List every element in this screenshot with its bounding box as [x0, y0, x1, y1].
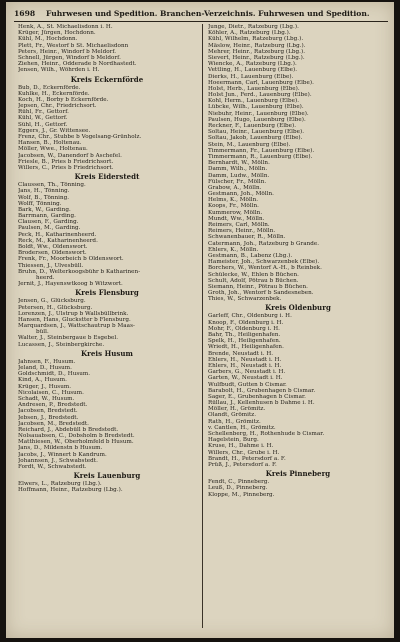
directory-entry: Timmermann, Fr., Lauenburg (Elbe). [208, 147, 315, 154]
directory-entry: Marquardsen, J., Wattschautrup b Maas- [18, 323, 135, 330]
directory-page [6, 2, 394, 638]
directory-entry: Bruhn, D., Welterkoogsbühr b Katharinen- [18, 268, 141, 275]
directory-entry: Reck, M., Katharinenheerd. [18, 237, 98, 244]
directory-entry: Niebuhr, Heinr., Lauenburg (Elbe). [208, 110, 309, 117]
directory-entry: Willers, C., Pries b Friedrichsort. [18, 164, 114, 171]
directory-entry: Kohl, Herm., Lauenburg (Elbe). [208, 98, 300, 105]
directory-entry: Schult, Adolf, Pötrau b Büchen. [208, 277, 299, 284]
directory-entry: Junge, Dietr., Ratzeburg (Lbg.). [208, 24, 299, 30]
directory-entry: Petersen, H., Glücksburg. [18, 304, 93, 311]
right-column [208, 24, 388, 632]
directory-entry: Wolf, B., Tönning. [18, 194, 70, 201]
directory-entry: Kummerow, Mölln. [208, 209, 263, 216]
directory-entry: Mäslow, Heinr., Ratzeburg (Lbg.). [208, 42, 306, 49]
directory-entry: Reichard, J., Abdebüll b Bredstedt. [18, 426, 119, 433]
directory-entry: Paulsen, M., Garding. [18, 225, 81, 232]
directory-entry: Schwanenbauer, R., Mölln. [208, 234, 286, 241]
directory-entry: Bub, D., Eckernförde. [18, 84, 81, 91]
directory-entry: Wiencke, A., Ratzeburg (Lbg.). [208, 61, 297, 68]
directory-entry: Willers, Chr., Grube i. H. [208, 449, 280, 456]
left-column [18, 24, 196, 632]
directory-entry: Möller, Wwe., Holtenau. [18, 146, 88, 153]
directory-entry: Nolsauabsen, C., Dobsholm b Bredstedt. [18, 433, 135, 440]
directory-entry: Reimers, Carl, Mölln. [208, 222, 270, 228]
section-heading: Kreis Oldenburg [265, 303, 331, 313]
directory-entry: Krüger, Jürgen, Hochdonn. [18, 30, 96, 37]
directory-entry: Vettling, H., Lauenburg (Elbe). [208, 67, 298, 74]
directory-entry: Kühl, M., Hochdonn. [18, 36, 78, 43]
directory-entry: Bark, W., Garding. [18, 206, 71, 213]
directory-entry: Sager, E., Grubenhagen b Cismar. [208, 393, 306, 400]
directory-entry: Wriedt, H., Heiligenhafen. [208, 344, 284, 351]
directory-entry: Frenk, Fr., Moorbeich b Oldenswort. [18, 256, 124, 263]
directory-entry: Gestmann, B., Labenz (Lbg.). [208, 252, 293, 259]
directory-entry: Jacobsen, W., Danendorf b Aschefel. [18, 152, 122, 159]
directory-entry: Bernhardt, W., Mölln. [208, 160, 270, 167]
directory-entry: Knoop, F., Oldenburg i. H. [208, 319, 284, 326]
header-rule [14, 21, 388, 22]
directory-entry: Schnell, Jürgen, Windorf b Meldorf. [18, 54, 121, 61]
directory-entry: Paulsen, Hugo, Lauenburg (Elbe). [208, 116, 306, 123]
directory-entry: Kühl, W., Gettorf. [18, 115, 68, 122]
directory-entry: Brodersen, Oldenswort. [18, 250, 87, 257]
directory-entry: Fülscher, Fr., Mölln. [208, 178, 267, 185]
directory-entry: Jeland, D., Husum. [18, 365, 72, 371]
directory-entry: Hansen, Hans, Gluckstter b Flensburg. [18, 316, 131, 323]
directory-entry: Hoeermann, Carl, Lauenburg (Elbe). [208, 79, 314, 86]
directory-entry: Boldt, Ww., Oldenswort. [18, 244, 88, 250]
directory-entry: Wulfbudt, Gutten b Cismar. [208, 381, 287, 388]
directory-entry: Garleff, Chr., Oldenburg i. H. [208, 313, 292, 320]
directory-entry: Johannsen, J., Schwabstedt. [18, 457, 98, 464]
directory-entry: Jensen, Wilh., Wöhrden i. H. [18, 67, 100, 74]
directory-entry: Grabow, A., Mölln. [208, 184, 262, 191]
directory-entry: Koops, Fr., Mölln. [208, 203, 259, 210]
directory-entry: Bahr, Th., Heiligenhafen. [208, 332, 281, 338]
directory-entry: Sühl, H., Gettorf. [18, 121, 68, 128]
directory-entry: Leuß, D., Pinneberg. [208, 485, 268, 492]
directory-entry: Hameister, Joh., Schwarzenbek (Elbe). [208, 259, 320, 266]
page-title: Fuhrwesen und Spedition. Branchen-Verzeichnis. Fuhrwesen und Spedition. [46, 9, 370, 18]
directory-entry: Mehrer, Heinr., Ratzeburg (Lbg.). [208, 48, 306, 55]
directory-entry: Jacobs, J., Winnert b Kandrum. [18, 451, 107, 458]
directory-entry: Fendt, C., Pinneberg. [208, 479, 270, 486]
directory-entry: Nicolaisen, C., Husum. [18, 389, 84, 396]
directory-entry: Plett, Fr., Westorf b St. Michaelisdonn [18, 42, 129, 49]
directory-entry: Thies, W., Schwarzenbek. [208, 296, 282, 303]
page-number: 1698 [14, 9, 36, 18]
directory-entry: Lorenzen, J., Ulstrup b Wallsbüllbrink. [18, 310, 129, 317]
directory-entry: Jebsen, J., Bredstedt. [18, 414, 79, 421]
directory-entry: Olandt, Grömitz. [208, 412, 257, 419]
directory-entry: Schülecke, W., Ehlen b Büchen. [208, 271, 299, 278]
directory-entry: Frenz, Chr., Stubbe b Vogelsang-Grünholz. [18, 134, 142, 140]
directory-entry: Friesle, B., Pries b Friedrichsort. [18, 158, 114, 165]
directory-entry: Goldschmidt, D., Husum. [18, 371, 91, 378]
directory-entry: Mundt, Ww., Mölln. [208, 215, 265, 222]
directory-entry: Ziehen, Heinr., Odderade b Nordhastedt. [18, 61, 137, 68]
directory-entry: Prüß, J., Petersdorf a. F. [208, 461, 277, 468]
directory-entry: Peck, H., Katharinenheerd. [18, 231, 97, 238]
directory-entry: Hagelstein, Burg. [208, 437, 259, 444]
directory-entry: Elwers, L., Ratzeburg (Lbg.). [18, 481, 102, 488]
section-heading: Kreis Lauenburg [73, 471, 141, 481]
directory-entry: Groth, Joh., Wentorf b Sandesneben. [208, 290, 314, 297]
directory-entry: Kloppe, M., Pinneberg. [208, 491, 275, 498]
directory-entry: Brende, Neustadt i. H. [208, 350, 274, 357]
directory-entry: Kuhlke, H., Eckernförde. [18, 90, 90, 97]
page-header [14, 9, 388, 21]
directory-entry: Mohr, F., Oldenburg i. H. [208, 325, 280, 332]
directory-entry: Garten, W., Neustadt i. H. [208, 375, 283, 382]
directory-entry: Ehlers, H., Neustadt i. H. [208, 362, 282, 369]
directory-entry: Clausen, F., Garding. [18, 219, 79, 226]
directory-entry: Henk, A., St. Michaelisdonn i. H. [18, 24, 113, 30]
directory-entry-continuation: heerd. [36, 274, 55, 281]
directory-entry: Barrmann, Garding. [18, 213, 76, 220]
section-heading: Kreis Eiderstedt [74, 172, 140, 182]
section-heading: Kreis Pinneberg [265, 469, 331, 479]
directory-entry: Hansen, B., Holtenau. [18, 140, 82, 147]
directory-entry: v. Cantlen, H., Grömitz. [208, 424, 276, 431]
directory-entry: Jans, H., Tönning. [18, 188, 70, 195]
directory-entry: Damm, Wilh., Mölln. [208, 166, 268, 173]
directory-entry: Timmermann, R., Lauenburg (Elbe). [208, 153, 313, 160]
directory-entry: Reckner, F., Lauenburg (Elbe). [208, 123, 297, 129]
directory-entry: Barabolt, H., Grubenhagen b Cismar. [208, 387, 316, 394]
directory-entry: Kruse, H., Dahme i. H. [208, 443, 274, 450]
directory-entry: Schellenberg, H., Rothenhude b Cismar. [208, 431, 325, 437]
directory-entry: Jahnsen, F., Husum. [18, 358, 76, 365]
directory-entry: Gestmann, Joh., Mölln. [208, 191, 274, 198]
directory-entry: Koch, H., Borby b Eckernförde. [18, 96, 109, 103]
directory-entry: Jans, D., Mildenstn b Husum. [18, 445, 103, 452]
directory-entry: Brandt, H., Petersdorf a. F. [208, 455, 286, 462]
directory-entry: Ehlers, H., Neustadt i. H. [208, 356, 282, 363]
directory-entry: Ehlers, K., Mölln. [208, 246, 259, 253]
section-heading: Kreis Eckernförde [70, 74, 144, 84]
directory-entry: Krüger, J., Husum. [18, 383, 72, 390]
directory-entry: Matthiesen, W., Oberholmfeld b Husum. [18, 439, 134, 446]
directory-entry: Schadt, W., Husum. [18, 395, 75, 402]
directory-entry: Wolff, Tönning. [18, 200, 62, 207]
directory-entry: Lucassen, J., Steinbergkirche. [18, 341, 105, 348]
directory-entry: Andresen, P., Bredstedt. [18, 402, 88, 409]
directory-entry: Hoffmann, Heinr., Ratzeburg (Lbg.). [18, 487, 123, 494]
directory-entry: Jensen, G., Glücksburg. [18, 298, 86, 305]
directory-entry: Damm, Ludw., Mölln. [208, 172, 270, 179]
directory-entry: Peters, Heinr., Windorf b Meldorf. [18, 48, 117, 55]
directory-entry: Reimers, Heinr., Mölln. [208, 228, 276, 235]
directory-entry: Walter, J., Steinbergaue b Esgebel. [18, 335, 119, 342]
directory-entry: Möller, H., Grömitz. [208, 406, 266, 413]
directory-entry: Soltau, Heinr., Lauenburg (Elbe). [208, 129, 305, 136]
directory-entry: Holst Jun., Ferd., Lauenburg (Elbe). [208, 92, 312, 99]
directory-entry: Rühl, Fr., Gettorf. [18, 109, 69, 116]
section-heading: Kreis Flensburg [75, 288, 139, 298]
directory-entry: Dierks, H., Lauenburg (Elbe). [208, 73, 294, 80]
directory-entry: Helms, K., Mölln. [208, 197, 259, 204]
directory-entry: Kühl, Wilhelm, Ratzeburg (Lbg.). [208, 36, 304, 43]
directory-entry: Kind, A., Husum. [18, 377, 67, 384]
directory-entry: Stein, M., Lauenburg (Elbe). [208, 141, 291, 148]
directory-entry: Lübcke, Wilh., Lauenburg (Elbe). [208, 104, 304, 111]
directory-entry: Claussen, Th., Tönning. [18, 182, 86, 189]
directory-entry: Eggers, J., Gr. Wittensee. [18, 127, 91, 134]
directory-entry: Holst, Herb., Lauenburg (Elbe). [208, 85, 300, 92]
directory-entry: Sievert, Heinr., Ratzeburg (Lbg.). [208, 54, 305, 61]
directory-entry: Borchers, W., Wentorf A.-H., b Reinbek. [208, 265, 322, 272]
directory-entry: Catermann, Joh., Ratzeburg b Grande. [208, 240, 320, 247]
directory-entry: Rüllau, J., Kellenhusen b Dahme i. H. [208, 400, 315, 407]
directory-entry: Köhler, A., Ratzeburg (Lbg.). [208, 30, 291, 37]
directory-entry: Jepsen, Chr., Friedrichsort. [18, 103, 97, 110]
directory-entry: Thiessen, J., Ulvesbüll. [18, 262, 84, 269]
directory-entry: Rath, H., Grömitz. [208, 418, 261, 425]
directory-entry: Jacobsen, M., Bredstedt. [18, 420, 89, 427]
directory-entry: Soltau, Jakob, Lauenburg (Elbe). [208, 135, 303, 142]
directory-entry: Garbers, G., Neustadt i. H. [208, 369, 286, 376]
directory-entry-continuation: büll. [36, 329, 49, 336]
directory-entry: Spelk, H., Heiligenhafen. [208, 338, 281, 345]
section-heading: Kreis Husum [81, 348, 133, 358]
directory-entry: Jacobsen, Bredstedt. [18, 408, 78, 415]
directory-entry: Jernit, J., Hayenswtkoog b Witzwort. [18, 281, 123, 288]
directory-entry: Siemann, Heinr., Pötrau b Büchen. [208, 283, 308, 290]
directory-entry: Fordt, W., Schwabstedt. [18, 464, 87, 470]
